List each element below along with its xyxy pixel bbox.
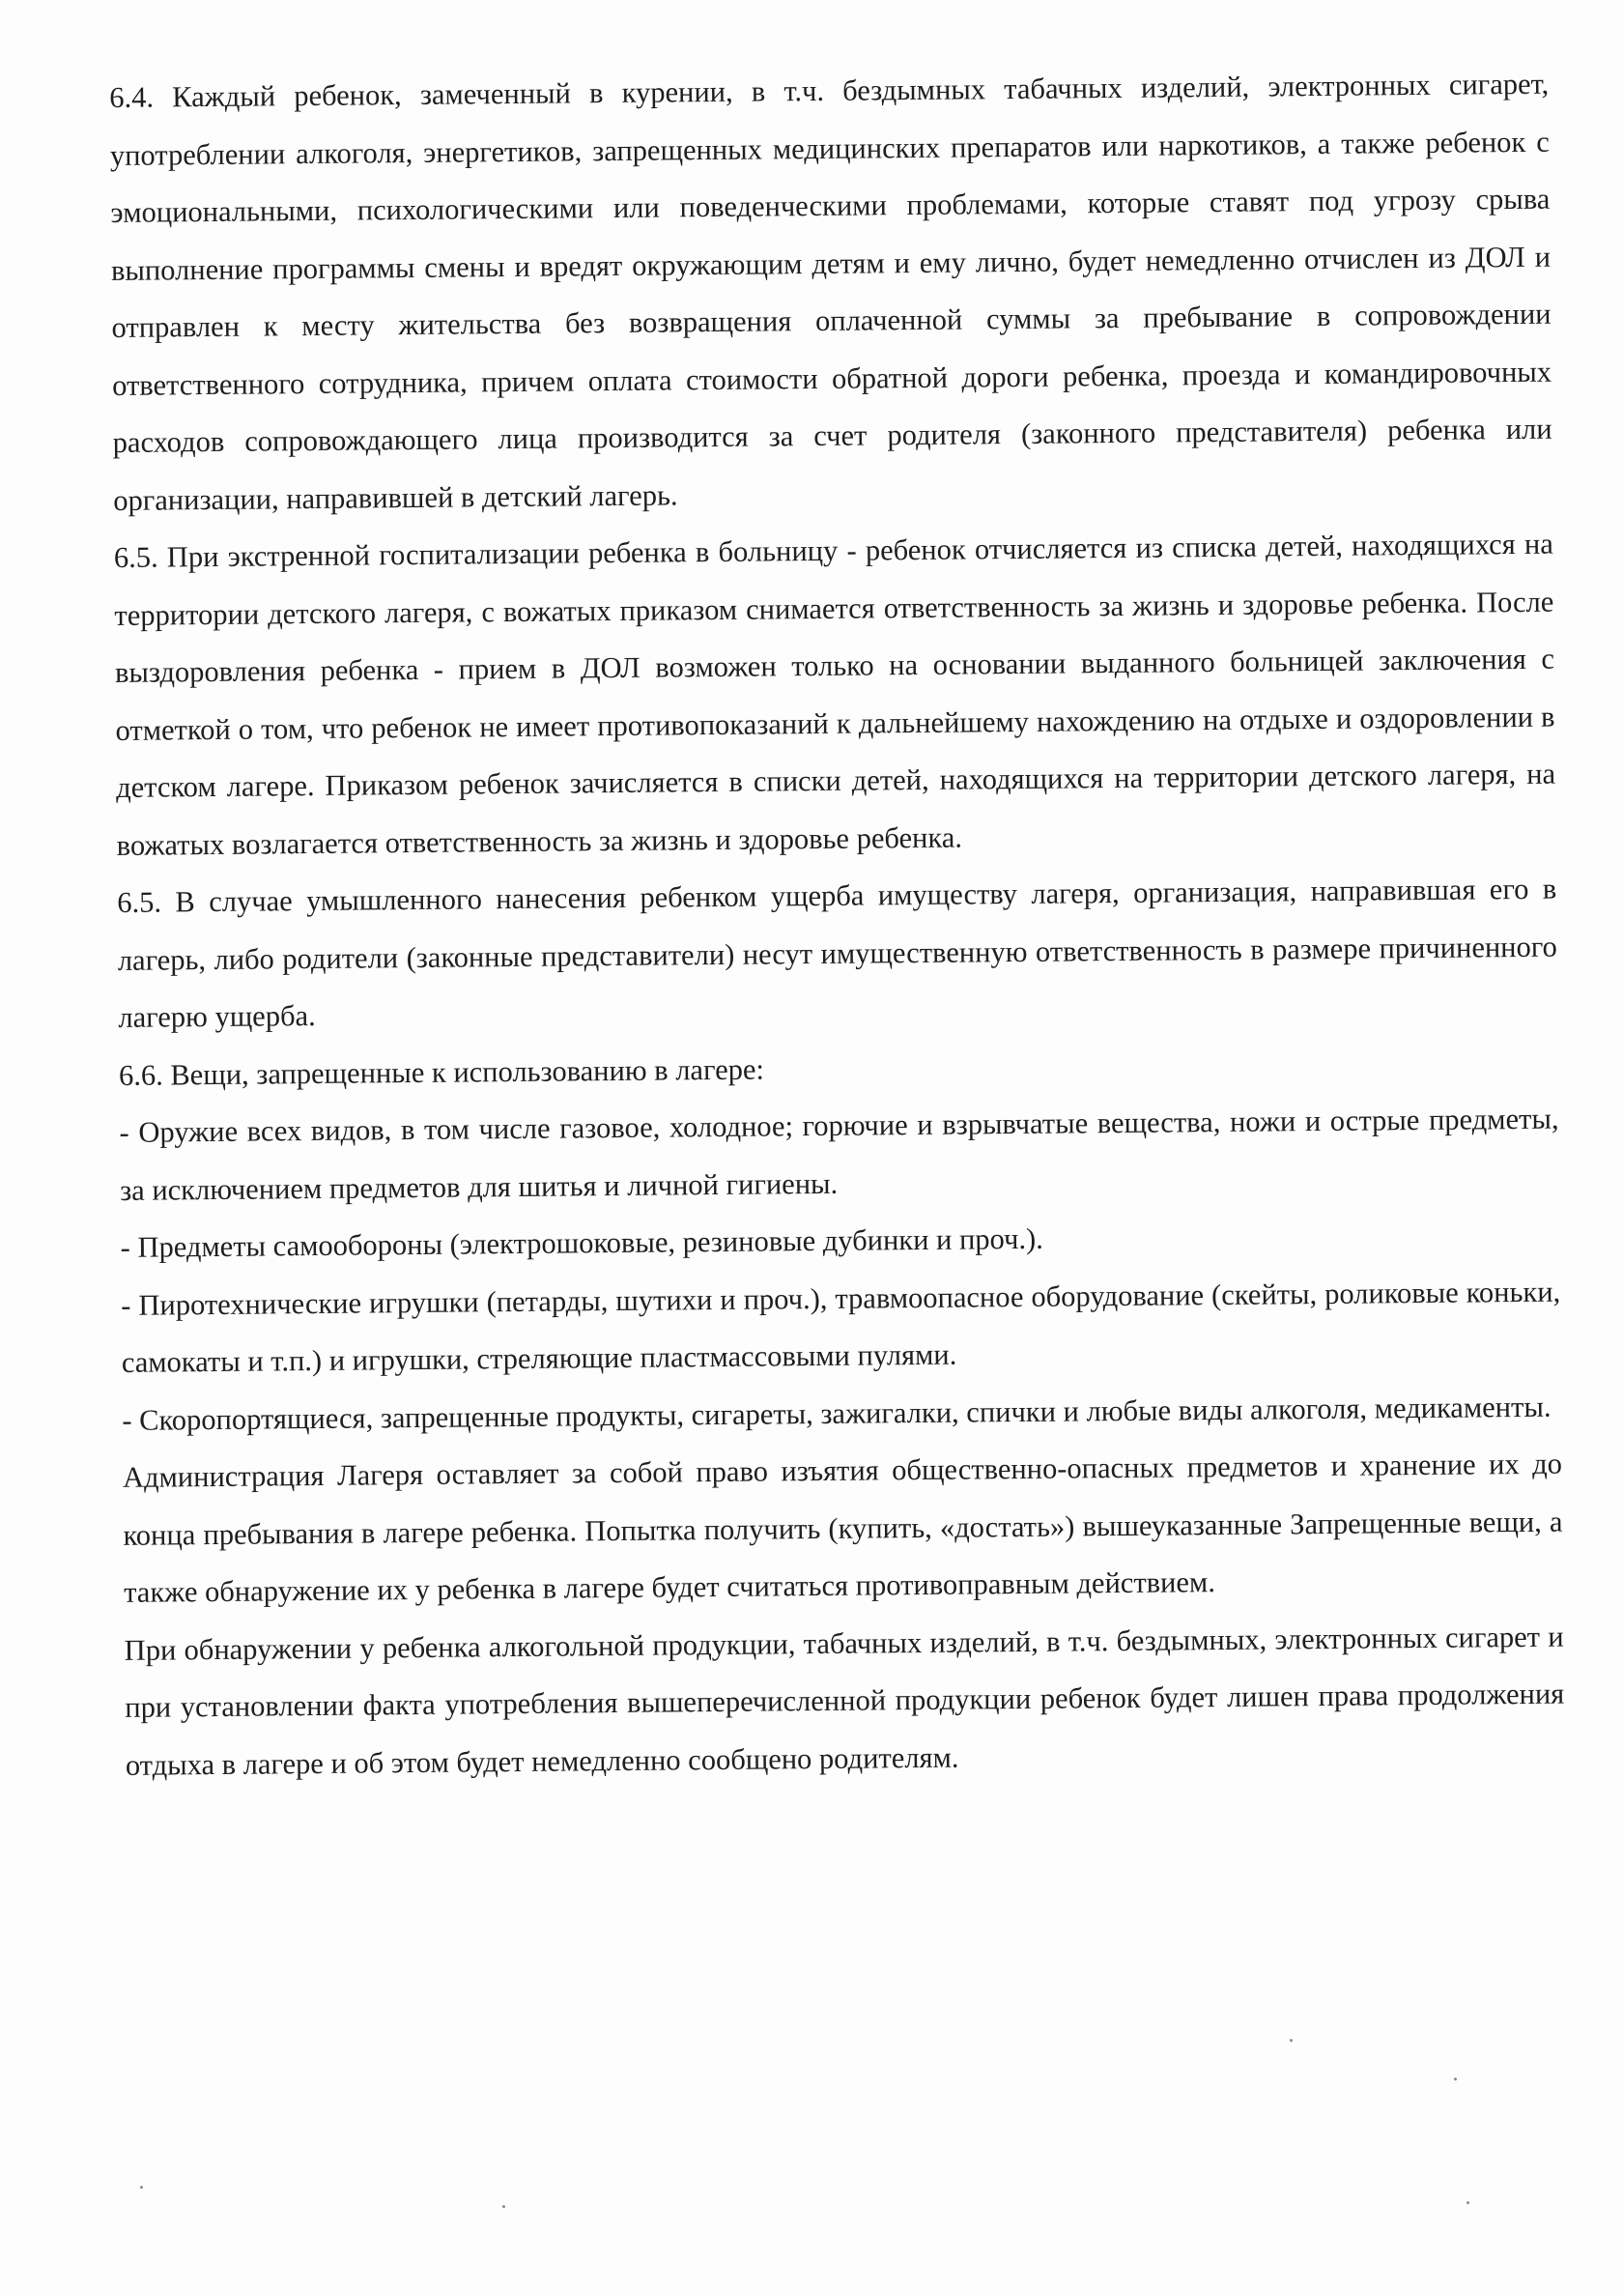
paragraph-6-5-hospitalization: 6.5. При экстренной госпитализации ребенка в больницу - ребенок отчисляется из списка детей, находящихся на территории детского лагеря, с вожатых приказом снимается ответственность за жизнь и здоровье ребенка. После выздоровления ребенка - прием в ДОЛ возможен только на основании выданного больницей заключения с отметкой о том, что ребенок не имеет противопоказаний к дальнейшему нахождению на отдыхе и оздоровлении в детском лагере. Приказом ребенок зачисляется в списки детей, находящихся на территории детского лагеря, на вожатых возлагается ответственность за жизнь и здоровье ребенка. bbox=[113, 527, 1556, 862]
scan-speck bbox=[1466, 2201, 1469, 2204]
paragraph-6-4-expulsion: 6.4. Каждый ребенок, замеченный в курении, в т.ч. бездымных табачных изделий, электронных сигарет, употреблении алкоголя, энергетиков, запрещенных медицинских препаратов или наркотиков, а также ребенок с эмоциональными, психологическими или поведенческими проблемами, которые ставят под угрозу срыва выполнение программы смены и вредят окружающим детям и ему лично, будет немедленно отчислен из ДОЛ и отправлен к месту жительства без возвращения оплаченной суммы за пребывание в сопровождении ответственного сотрудника, причем оплата стоимости обратной дороги ребенка, проезда и командировочных расходов сопровождающего лица производится за счет родителя (законного представителя) ребенка или организации, направившей в детский лагерь. bbox=[109, 67, 1552, 517]
paragraph-6-6-prohibited-items-heading: 6.6. Вещи, запрещенные к использованию в лагере: bbox=[118, 1052, 765, 1092]
list-item-pyrotechnics: - Пиротехнические игрушки (петарды, шутихи и проч.), травмоопасное оборудование (скейты, роликовые коньки, самокаты и т.п.) и игрушки, стреляющие пластмассовыми пулями. bbox=[121, 1275, 1561, 1379]
paragraph-alcohol-tobacco: При обнаружении у ребенка алкогольной продукции, табачных изделий, в т.ч. бездымных, электронных сигарет и при установлении факта употребления вышеперечисленной продукции ребенок будет лишен права продолжения отдыха в лагере и об этом будет немедленно сообщено родителям. bbox=[124, 1620, 1565, 1782]
paragraph-administration-rights: Администрация Лагеря оставляет за собой право изъятия общественно-опасных предметов и хранение их до конца пребывания в лагере ребенка. Попытка получить (купить, «достать») вышеуказанные Запрещенные вещи, а также обнаружение их у ребенка в лагере будет считаться противоправным действием. bbox=[122, 1447, 1563, 1609]
list-item-perishables: - Скоропортящиеся, запрещенные продукты, сигареты, зажигалки, спички и любые виды алкоголя, медикаменты. bbox=[122, 1390, 1552, 1437]
scan-speck bbox=[502, 2205, 505, 2208]
scan-speck bbox=[1454, 2078, 1457, 2081]
scan-speck bbox=[1290, 2039, 1293, 2042]
scan-speck bbox=[140, 2186, 143, 2189]
paragraph-6-5-damage-liability: 6.5. В случае умышленного нанесения ребенком ущерба имуществу лагеря, организация, направившая его в лагерь, либо родители (законные представители) несут имущественную ответственность в размере причиненного лагерю ущерба. bbox=[117, 872, 1557, 1034]
list-item-self-defense: - Предметы самообороны (электрошоковые, резиновые дубинки и проч.). bbox=[120, 1221, 1043, 1264]
list-item-weapons: - Оружие всех видов, в том числе газовое, холодное; горючие и взрывчатые вещества, ножи и острые предметы, за исключением предметов для шитья и личной гигиены. bbox=[119, 1102, 1559, 1207]
document-body bbox=[109, 56, 1565, 1794]
